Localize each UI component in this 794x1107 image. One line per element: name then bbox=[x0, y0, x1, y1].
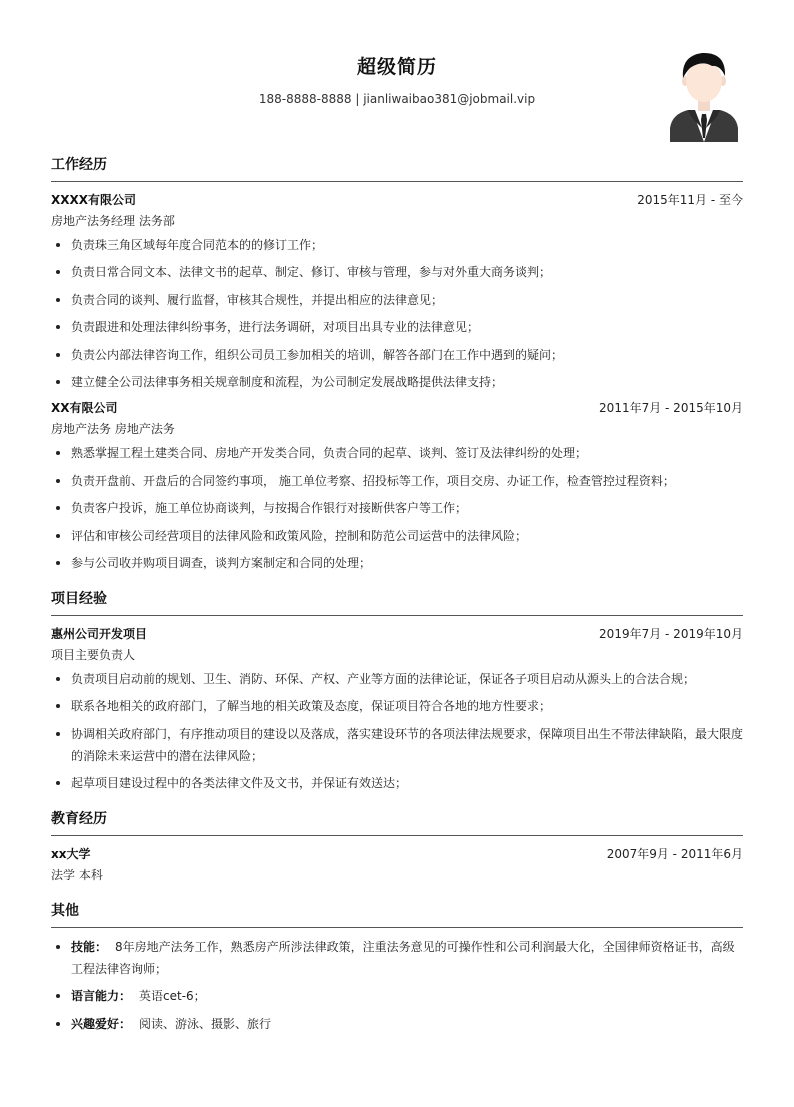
other-section bbox=[51, 900, 743, 1035]
list-item: 熟悉掌握工程土建类合同、房地产开发类合同，负责合同的起草、谈判、签订及法律纠纷的处理； bbox=[51, 442, 743, 464]
education-entry bbox=[51, 844, 743, 886]
list-item bbox=[51, 936, 743, 980]
school-name: xx大学 bbox=[51, 847, 91, 862]
list-item: 协调相关政府部门，有序推动项目的建设以及落成，落实建设环节的各项法律法规要求，保障项目出生不带法律缺陷，最大限度的消除未来运营中的潜在法律风险； bbox=[51, 723, 743, 767]
bullet-list bbox=[51, 234, 743, 393]
list-item: 负责合同的谈判、履行监督，审核其合规性，并提出相应的法律意见； bbox=[51, 289, 743, 311]
list-item: 负责客户投诉，施工单位协商谈判，与按揭合作银行对接断供客户等工作； bbox=[51, 497, 743, 519]
bullet-list bbox=[51, 936, 743, 1035]
list-item bbox=[51, 1013, 743, 1035]
list-item bbox=[51, 985, 743, 1007]
date-range: 2019年7月 - 2019年10月 bbox=[599, 626, 743, 641]
list-item: 建立健全公司法律事务相关规章制度和流程，为公司制定发展战略提供法律支持； bbox=[51, 371, 743, 393]
list-item: 负责日常合同文本、法律文书的起草、制定、修订、审核与管理，参与对外重大商务谈判； bbox=[51, 261, 743, 283]
work-entry bbox=[51, 190, 743, 393]
education-section bbox=[51, 808, 743, 886]
company-name: XXXX有限公司 bbox=[51, 193, 137, 207]
list-item: 负责公内部法律咨询工作，组织公司员工参加相关的培训，解答各部门在工作中遇到的疑问； bbox=[51, 344, 743, 366]
work-experience-section bbox=[51, 154, 743, 574]
resume-name: 超级简历 bbox=[356, 56, 437, 78]
item-label: 技能： bbox=[71, 940, 108, 955]
job-title: 房地产法务经理 法务部 bbox=[51, 214, 175, 228]
list-item: 参与公司收并购项目调查，谈判方案制定和合同的处理； bbox=[51, 552, 743, 574]
list-item: 起草项目建设过程中的各类法律文件及文书，并保证有效送达； bbox=[51, 772, 743, 794]
job-title: 房地产法务 房地产法务 bbox=[51, 422, 175, 437]
item-text: 阅读、游泳、摄影、旅行 bbox=[139, 1016, 272, 1031]
section-title: 工作经历 bbox=[51, 154, 743, 182]
bullet-list bbox=[51, 442, 743, 574]
project-experience-section bbox=[51, 588, 743, 794]
entry-header bbox=[51, 190, 743, 210]
date-range: 2011年7月 - 2015年10月 bbox=[599, 401, 743, 416]
contact-info: 188-8888-8888 | jianliwaibao381@jobmail.vip bbox=[258, 92, 536, 106]
work-entry bbox=[51, 398, 743, 574]
resume-content bbox=[51, 154, 743, 1049]
list-item: 评估和审核公司经营项目的法律风险和政策风险，控制和防范公司运营中的法律风险； bbox=[51, 525, 743, 547]
item-text: 8年房地产法务工作，熟悉房产所涉法律政策，注重法务意见的可操作性和公司利润最大化，全国律师资格证书，高级工程法律咨询师； bbox=[71, 940, 735, 977]
entry-header bbox=[51, 844, 743, 864]
item-text: 英语cet-6； bbox=[139, 989, 206, 1004]
list-item: 联系各地相关的政府部门，了解当地的相关政策及态度，保证项目符合各地的地方性要求； bbox=[51, 695, 743, 717]
company-name: XX有限公司 bbox=[51, 401, 118, 416]
project-name: 惠州公司开发项目 bbox=[51, 626, 148, 641]
section-title: 其他 bbox=[51, 900, 743, 928]
section-title: 教育经历 bbox=[51, 808, 743, 836]
project-entry bbox=[51, 624, 743, 794]
item-label: 兴趣爱好： bbox=[71, 1016, 132, 1031]
date-range: 2015年11月 - 至今 bbox=[637, 193, 743, 207]
entry-header bbox=[51, 398, 743, 418]
project-role: 项目主要负责人 bbox=[51, 647, 136, 662]
date-range: 2007年9月 - 2011年6月 bbox=[606, 847, 743, 862]
section-title: 项目经验 bbox=[51, 588, 743, 616]
list-item: 负责珠三角区域每年度合同范本的的修订工作； bbox=[51, 234, 743, 256]
bullet-list bbox=[51, 668, 743, 794]
item-label: 语言能力： bbox=[71, 989, 132, 1004]
entry-header bbox=[51, 624, 743, 644]
list-item: 负责开盘前、开盘后的合同签约事项， 施工单位考察、招投标等工作，项目交房、办证工作，检查管控过程资料； bbox=[51, 470, 743, 492]
list-item: 负责项目启动前的规划、卫生、消防、环保、产权、产业等方面的法律论证，保证各子项目启动从源头上的合法合规； bbox=[51, 668, 743, 690]
male-avatar-icon bbox=[668, 48, 740, 142]
list-item: 负责跟进和处理法律纠纷事务，进行法务调研，对项目出具专业的法律意见； bbox=[51, 316, 743, 338]
degree: 法学 本科 bbox=[51, 868, 103, 883]
